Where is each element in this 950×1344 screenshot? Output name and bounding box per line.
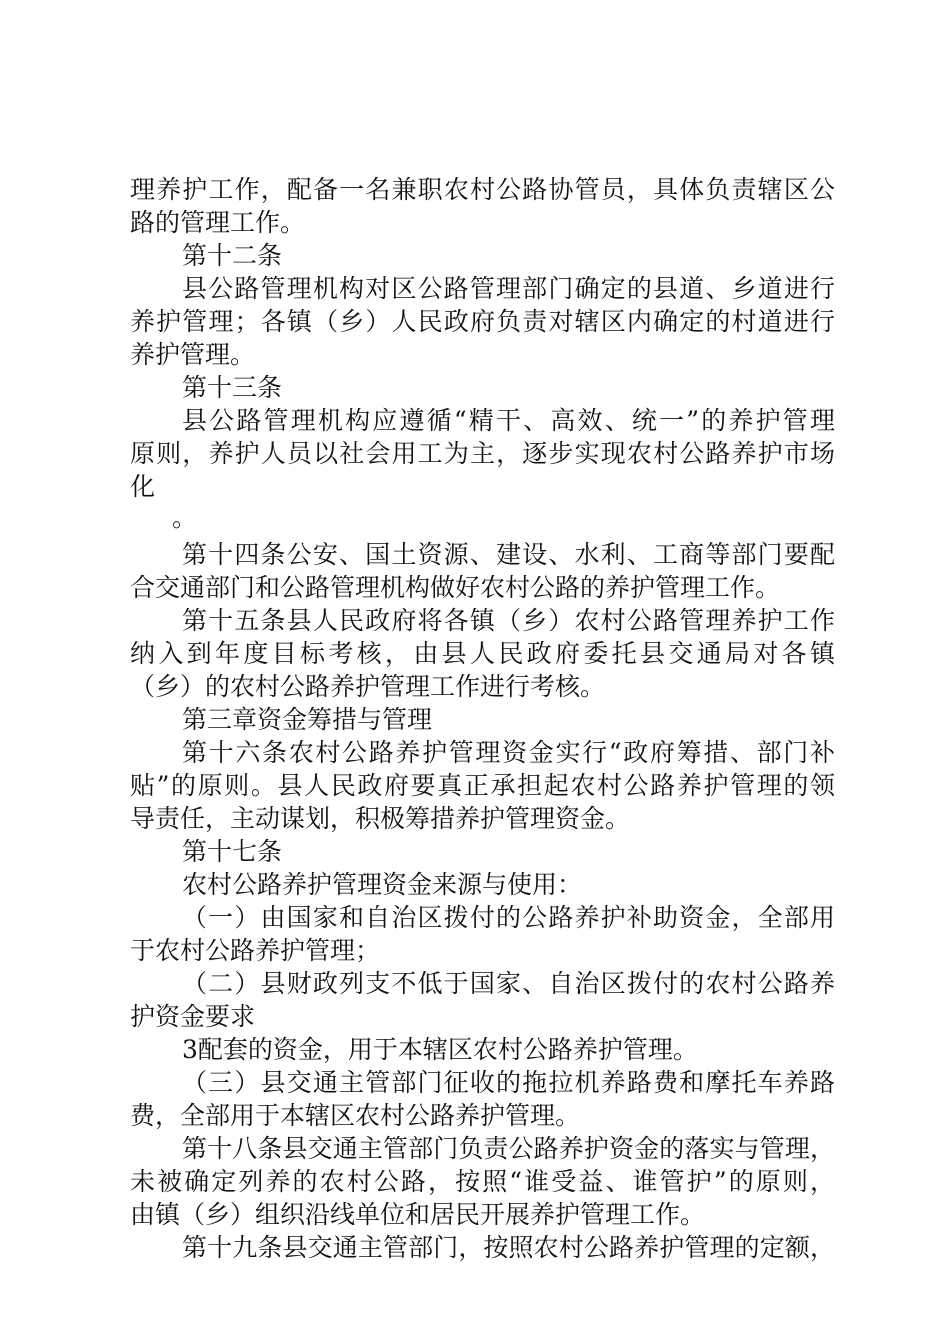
text-line: 养护管理。: [130, 340, 256, 369]
text-line: （乡）的农村公路养护管理工作进行考核。: [130, 672, 606, 701]
text-line: 第十九条县交通主管部门，按照农村公路养护管理的定额，: [182, 1233, 835, 1262]
text-line: （二）县财政列支不低于国家、自治区拨付的农村公路养: [182, 969, 835, 998]
text-line: 。: [172, 503, 198, 532]
text-line: 未被确定列养的农村公路，按照“谁受益、谁管护”的原则，: [130, 1167, 835, 1196]
article-heading: 第十二条: [182, 241, 283, 270]
text-line: 理养护工作，配备一名兼职农村公路协管员，具体负责辖区公: [130, 175, 835, 204]
text-line: 路的管理工作。: [130, 208, 306, 237]
text-line: 费，全部用于本辖区农村公路养护管理。: [130, 1101, 581, 1130]
text-line: 3配套的资金，用于本辖区农村公路养护管理。: [182, 1035, 698, 1064]
text-line: 第十六条农村公路养护管理资金实行“政府筹措、部门补: [182, 738, 835, 767]
text-line: 县公路管理机构应遵循“精干、高效、统一”的养护管理: [182, 406, 835, 435]
text-line: 导责任，主动谋划，积极筹措养护管理资金。: [130, 804, 631, 833]
text-line: 县公路管理机构对区公路管理部门确定的县道、乡道进行: [182, 274, 835, 303]
text-line: 于农村公路养护管理；: [130, 936, 381, 965]
article-heading: 第十三条: [182, 373, 283, 402]
text-line: （三）县交通主管部门征收的拖拉机养路费和摩托车养路: [182, 1068, 835, 1097]
article-heading: 第十七条: [182, 837, 283, 866]
text-line: 化: [130, 472, 156, 501]
chapter-heading: 第三章资金筹措与管理: [182, 705, 433, 734]
text-line: 纳入到年度目标考核，由县人民政府委托县交通局对各镇: [130, 639, 835, 668]
text-line: 第十五条县人民政府将各镇（乡）农村公路管理养护工作: [182, 606, 835, 635]
text-line: 贴”的原则。县人民政府要真正承担起农村公路养护管理的领: [130, 771, 835, 800]
text-line: （一）由国家和自治区拨付的公路养护补助资金，全部用: [182, 903, 835, 932]
text-line: 养护管理；各镇（乡）人民政府负责对辖区内确定的村道进行: [130, 307, 835, 336]
text-line: 原则，养护人员以社会用工为主，逐步实现农村公路养护市场: [130, 439, 835, 468]
text-line: 第十四条公安、国土资源、建设、水利、工商等部门要配: [182, 540, 835, 569]
text-line: 由镇（乡）组织沿线单位和居民开展养护管理工作。: [130, 1200, 706, 1229]
text-line: 第十八条县交通主管部门负责公路养护资金的落实与管理，: [182, 1134, 835, 1163]
text-line: 护资金要求: [130, 1002, 256, 1031]
text-line: 农村公路养护管理资金来源与使用：: [182, 870, 583, 899]
text-line: 合交通部门和公路管理机构做好农村公路的养护管理工作。: [130, 573, 781, 602]
